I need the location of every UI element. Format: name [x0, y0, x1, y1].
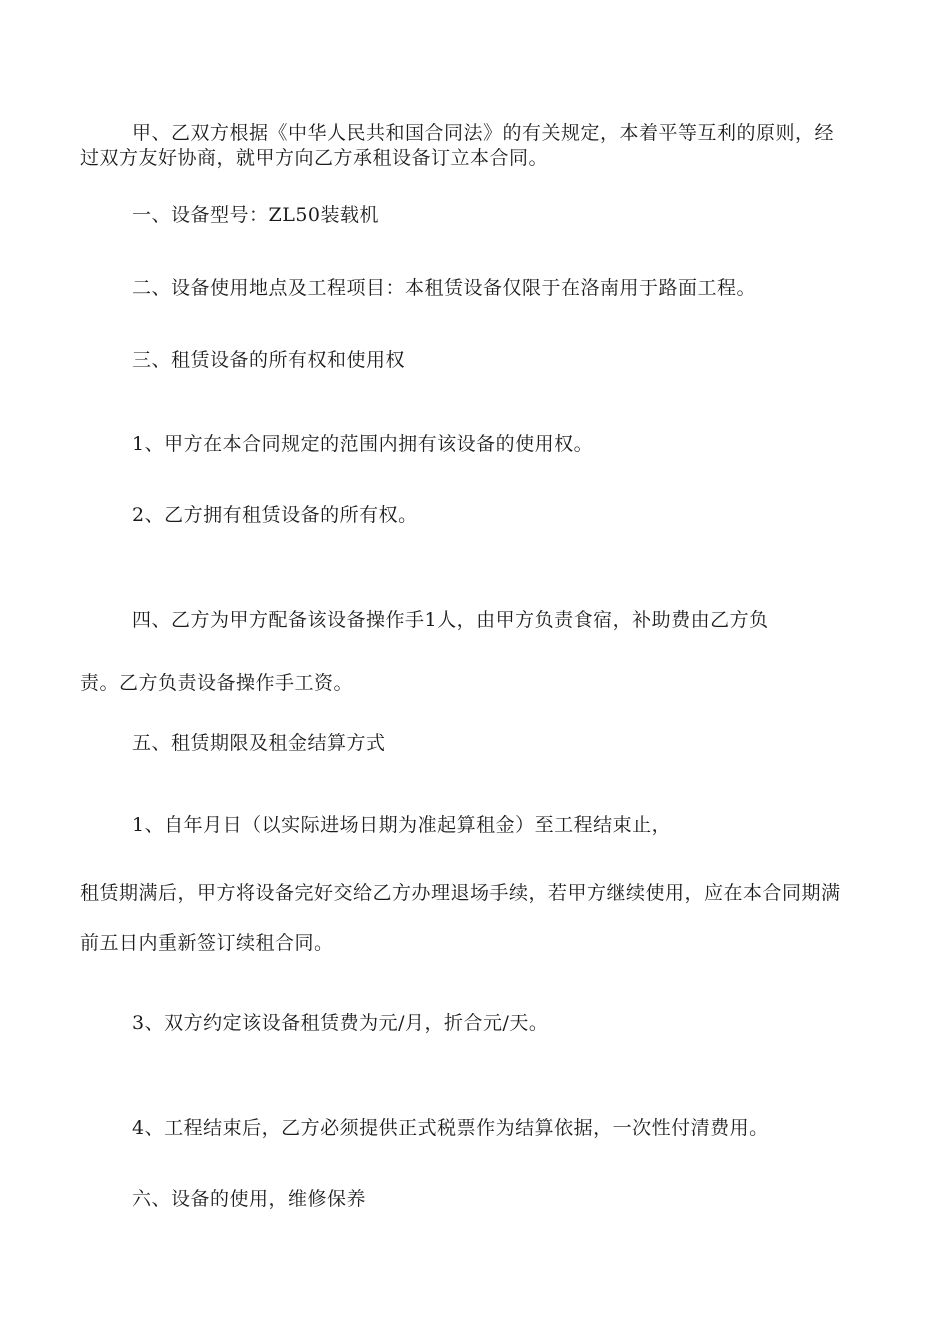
- clause-4-line-1: 四、乙方为甲方配备该设备操作手1人，由甲方负责食宿，补助费由乙方负: [132, 609, 769, 631]
- clause-3-heading: 三、租赁设备的所有权和使用权: [132, 349, 406, 371]
- clause-3-item-2: 2、乙方拥有租赁设备的所有权。: [132, 504, 418, 526]
- clause-6-heading: 六、设备的使用，维修保养: [132, 1188, 367, 1210]
- clause-5-item-4: 4、工程结束后，乙方必须提供正式税票作为结算依据，一次性付清费用。: [132, 1117, 769, 1139]
- clause-1-equipment-model: 一、设备型号：ZL50装载机: [132, 204, 379, 226]
- clause-4-line-2: 责。乙方负责设备操作手工资。: [80, 672, 354, 694]
- paragraph-intro-line-1: 甲、乙双方根据《中华人民共和国合同法》的有关规定，本着平等互利的原则，经: [132, 122, 835, 144]
- clause-2-location: 二、设备使用地点及工程项目：本租赁设备仅限于在洛南用于路面工程。: [132, 277, 757, 299]
- clause-5-item-1: 1、自年月日（以实际进场日期为准起算租金）至工程结束止，: [132, 814, 672, 836]
- clause-5-continuation-line-2: 前五日内重新签订续租合同。: [80, 932, 334, 954]
- paragraph-intro-line-2: 过双方友好协商，就甲方向乙方承租设备订立本合同。: [80, 147, 549, 169]
- clause-5-heading: 五、租赁期限及租金结算方式: [132, 732, 386, 754]
- clause-3-item-1: 1、甲方在本合同规定的范围内拥有该设备的使用权。: [132, 433, 594, 455]
- clause-5-continuation-line-1: 租赁期满后，甲方将设备完好交给乙方办理退场手续，若甲方继续使用，应在本合同期满: [80, 882, 841, 904]
- clause-5-item-3: 3、双方约定该设备租赁费为元/月，折合元/天。: [132, 1012, 549, 1034]
